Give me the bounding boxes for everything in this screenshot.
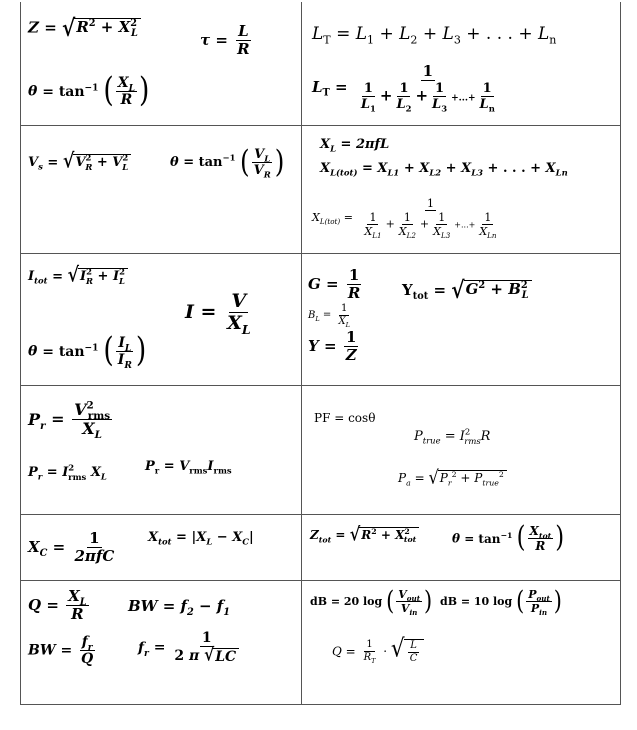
cell-source-voltage (20, 126, 301, 253)
formula-bandwidth-ratio: BW = $\frac{f_r}{Q}$ (28, 634, 94, 667)
formula-ohms-law-reactance: I = $\frac{V}{X_L}$ (185, 290, 251, 337)
formula-reactive-power-voltage: $P_r$ = $\frac{V^2_{rms}}{X_L}$ (28, 399, 111, 442)
formula-impedance-angle: $\theta = \tan^{-1}$ ( $\frac{X_{tot}}{R}$ ) (452, 521, 565, 555)
cell-inductive-reactance (302, 126, 620, 253)
formula-total-impedance: $Z_{tot}$ = √ $R^2 + X^2_{tot}$ (310, 527, 419, 543)
formula-source-voltage: $V_s$ = √ $V^2_R + V^2_L$ (28, 154, 131, 172)
cell-total-impedance (302, 515, 620, 580)
formula-series-reactance: $X_{L(tot)} = X_{L1} + X_{L2} + X_{L3}$ + . . . + $X_{Ln}$ (320, 161, 568, 178)
formula-db-voltage: dB = 20 log ( $\frac{V_{out}}{V_{in}}$ ) (310, 585, 433, 618)
formula-voltage-angle: $\theta = \tan^{-1}$ ( $\frac{V_L}{V_R}$ ) (170, 143, 285, 180)
cell-reactive-power (20, 386, 301, 514)
formula-admittance: Y = $\frac{1}{Z}$ (308, 328, 357, 364)
formula-resonant-frequency: $f_r$ = 1 2 π √ LC (138, 631, 243, 664)
formula-total-reactance: $X_{tot} = |X_L - X_C|$ (148, 530, 254, 547)
formula-capacitive-reactance: $X_C$ = $\frac{1}{\text{2πfC}}$ (28, 529, 115, 565)
formula-series-inductance: $L_T = L_1 + L_2 + L_3$ + . . . + $L_n$ (312, 24, 557, 47)
formula-time-constant: τ = $\frac{L}{R}$ (200, 22, 250, 58)
formula-true-power: $P_{true} = I^2_{rms}R$ (414, 426, 491, 446)
formula-reactive-power-current: $P_r = I^2_{rms}$ $X_L$ (28, 462, 107, 482)
cell-decibels (302, 581, 620, 705)
formula-q-lc: Q = $\frac{1}{R_T}$ · √ $\frac{L}{C}$ (332, 639, 424, 664)
cell-impedance (20, 2, 301, 125)
cell-admittance (302, 254, 620, 385)
formula-inductive-reactance: $X_L = 2\pi fL$ (320, 137, 390, 154)
formula-bandwidth-difference: BW = $f_2 - f_1$ (128, 597, 231, 618)
formula-susceptance: $B_L$ = $\frac{1}{X_L}$ (308, 303, 350, 329)
cell-capacitive-reactance (20, 515, 301, 580)
formula-parallel-reactance: $X_{L(tot)}$ = 1 $\frac{1}{X_{L1}}$ + $\frac{1}{X_{L2}}$ + $\frac{1}{X_{L3}}$ +...+ $\frac{1}{X_{Ln}}$ (312, 197, 497, 241)
cell-total-current (20, 254, 301, 385)
formula-quality-factor: Q = $\frac{X_L}{R}$ (28, 587, 87, 623)
formula-power-factor: PF = cosθ (314, 411, 376, 425)
cell-power-factor (302, 386, 620, 514)
formula-db-power: dB = 10 log ( $\frac{P_{out}}{P_{in}}$ ) (440, 585, 562, 618)
formula-apparent-power: $P_a$ = √ $P_r^2 + P_{true}^2$ (398, 470, 507, 486)
formula-reactive-power-product: $P_r = V_{rms}I_{rms}$ (145, 459, 232, 476)
formula-sheet (20, 2, 620, 705)
formula-total-current: $I_{tot}$ = √ $I^2_R + I^2_L$ (28, 268, 128, 286)
cell-resonance (20, 581, 301, 705)
formula-current-angle: $\theta = \tan^{-1}$ ( $\frac{I_L}{I_R}$ ) (28, 331, 147, 371)
formula-parallel-inductance: $L_T$ = 1 $\frac{1}{L_1}$ + $\frac{1}{L_2}$ + $\frac{1}{L_3}$ +...+ $\frac{1}{L_n}$ (312, 62, 495, 114)
formula-total-admittance: $Y_{tot}$ = √ $G^2 + B^2_L$ (402, 280, 532, 300)
formula-conductance: G = $\frac{1}{R}$ (308, 266, 361, 302)
formula-impedance: Z = √ $R^2 + X^2_L$ (28, 18, 141, 38)
formula-phase-angle: $\theta = \tan^{-1}$ ( $\frac{X_L}{R}$ ) (28, 71, 150, 110)
cell-total-inductance (302, 2, 620, 125)
